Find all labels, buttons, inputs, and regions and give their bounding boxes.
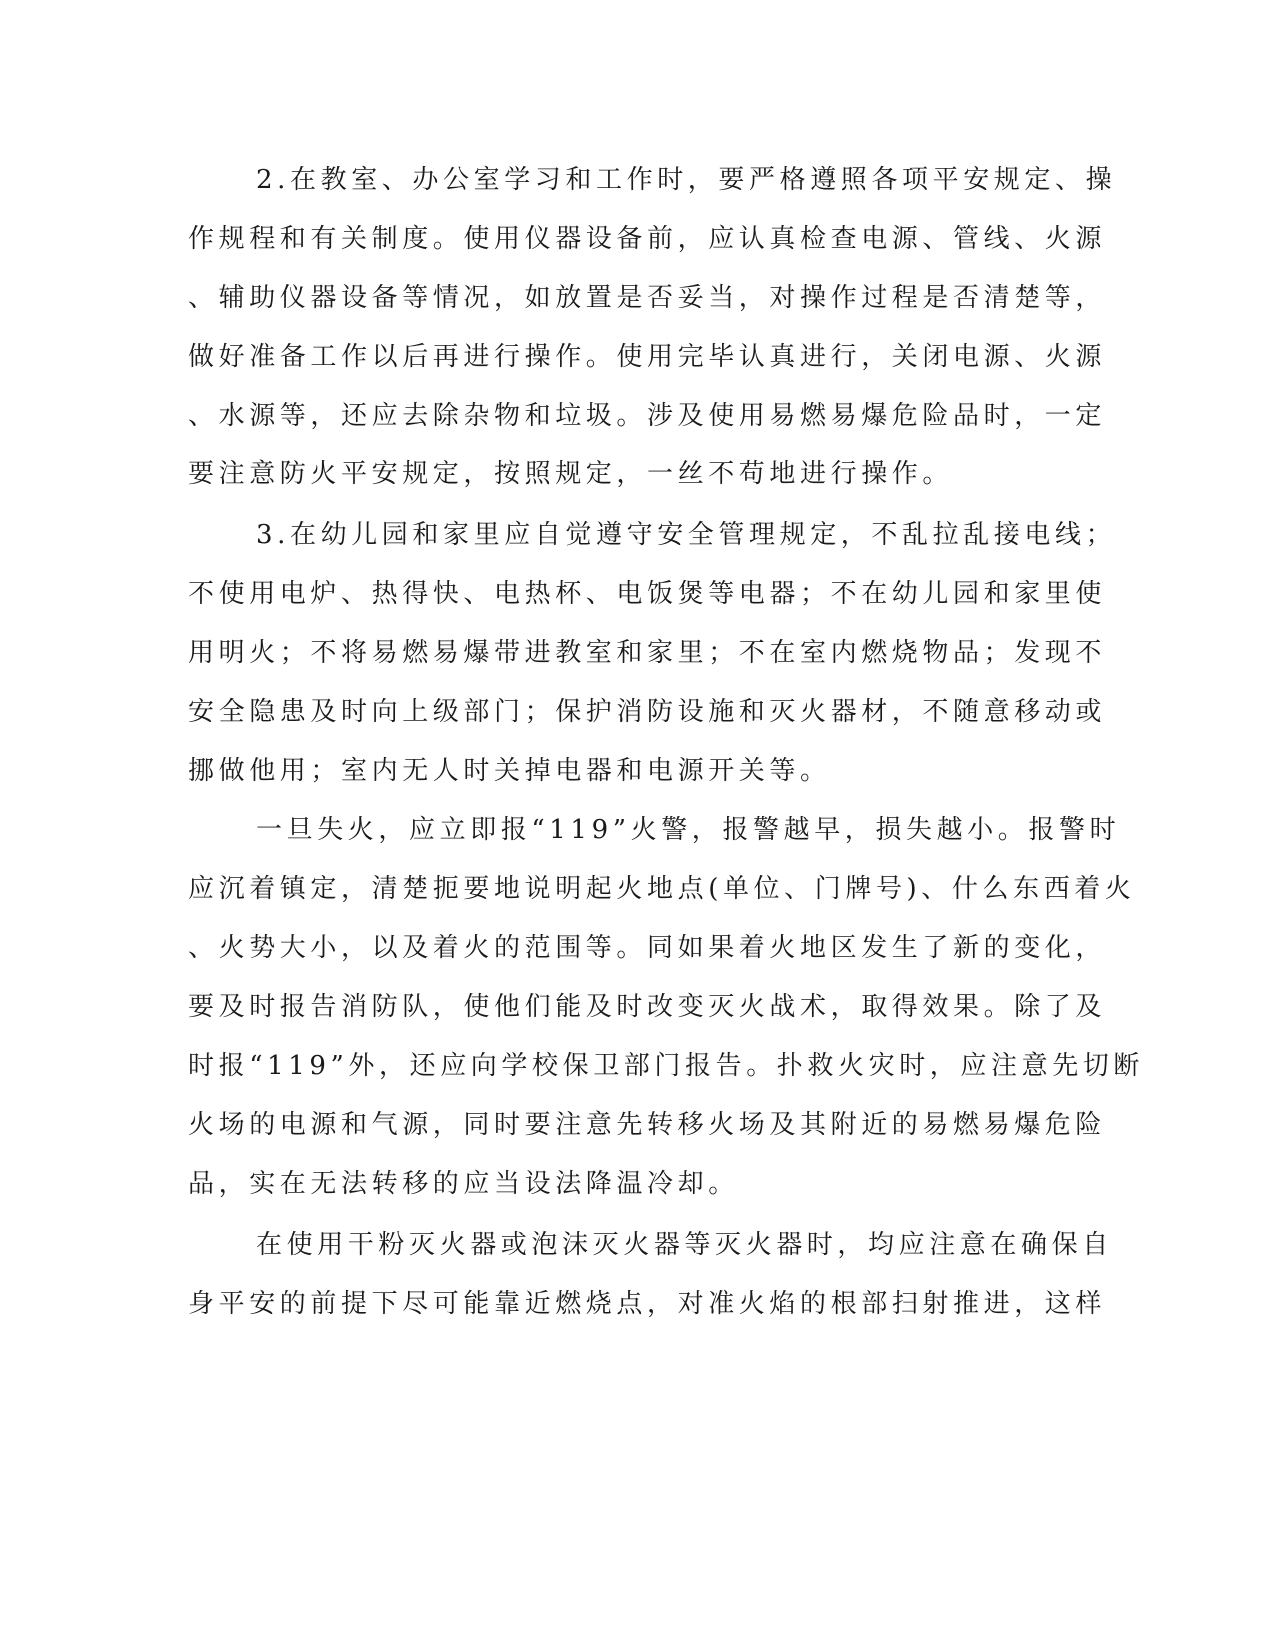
text-line: 挪做他用；室内无人时关掉电器和电源开关等。 bbox=[188, 756, 831, 786]
text-line: 用明火；不将易燃易爆带进教室和家里；不在室内燃烧物品；发现不 bbox=[188, 638, 1107, 668]
text-line: 、辅助仪器设备等情况，如放置是否妥当，对操作过程是否清楚等， bbox=[188, 283, 1107, 313]
text-line: 作规程和有关制度。使用仪器设备前，应认真检查电源、管线、火源 bbox=[188, 224, 1107, 254]
text-line: 身平安的前提下尽可能靠近燃烧点，对准火焰的根部扫射推进，这样 bbox=[188, 1289, 1107, 1319]
text-line: 2.在教室、办公室学习和工作时，要严格遵照各项平安规定、操 bbox=[256, 165, 1117, 195]
text-line: 在使用干粉灭火器或泡沫灭火器等灭火器时，均应注意在确保自 bbox=[256, 1230, 1113, 1260]
text-line: 做好准备工作以后再进行操作。使用完毕认真进行，关闭电源、火源 bbox=[188, 342, 1107, 372]
text-line: 、水源等，还应去除杂物和垃圾。涉及使用易燃易爆危险品时，一定 bbox=[188, 401, 1107, 431]
text-line: 时报“119”外，还应向学校保卫部门报告。扑救火灾时，应注意先切断 bbox=[188, 1051, 1145, 1081]
text-line: 3.在幼儿园和家里应自觉遵守安全管理规定，不乱拉乱接电线； bbox=[256, 520, 1117, 550]
text-line: 应沉着镇定，清楚扼要地说明起火地点(单位、门牌号)、什么东西着火 bbox=[188, 874, 1136, 904]
text-line: 安全隐患及时向上级部门；保护消防设施和灭火器材，不随意移动或 bbox=[188, 697, 1107, 727]
text-line: 不使用电炉、热得快、电热杯、电饭煲等电器；不在幼儿园和家里使 bbox=[188, 579, 1107, 609]
text-line: 火场的电源和气源，同时要注意先转移火场及其附近的易燃易爆危险 bbox=[188, 1110, 1107, 1140]
text-line: 要注意防火平安规定，按照规定，一丝不苟地进行操作。 bbox=[188, 459, 954, 489]
text-line: 要及时报告消防队，使他们能及时改变灭火战术，取得效果。除了及 bbox=[188, 992, 1107, 1022]
text-line: 、火势大小，以及着火的范围等。同如果着火地区发生了新的变化， bbox=[188, 933, 1107, 963]
text-line: 品，实在无法转移的应当设法降温冷却。 bbox=[188, 1169, 739, 1199]
text-line: 一旦失火，应立即报“119”火警，报警越早，损失越小。报警时 bbox=[256, 815, 1121, 845]
